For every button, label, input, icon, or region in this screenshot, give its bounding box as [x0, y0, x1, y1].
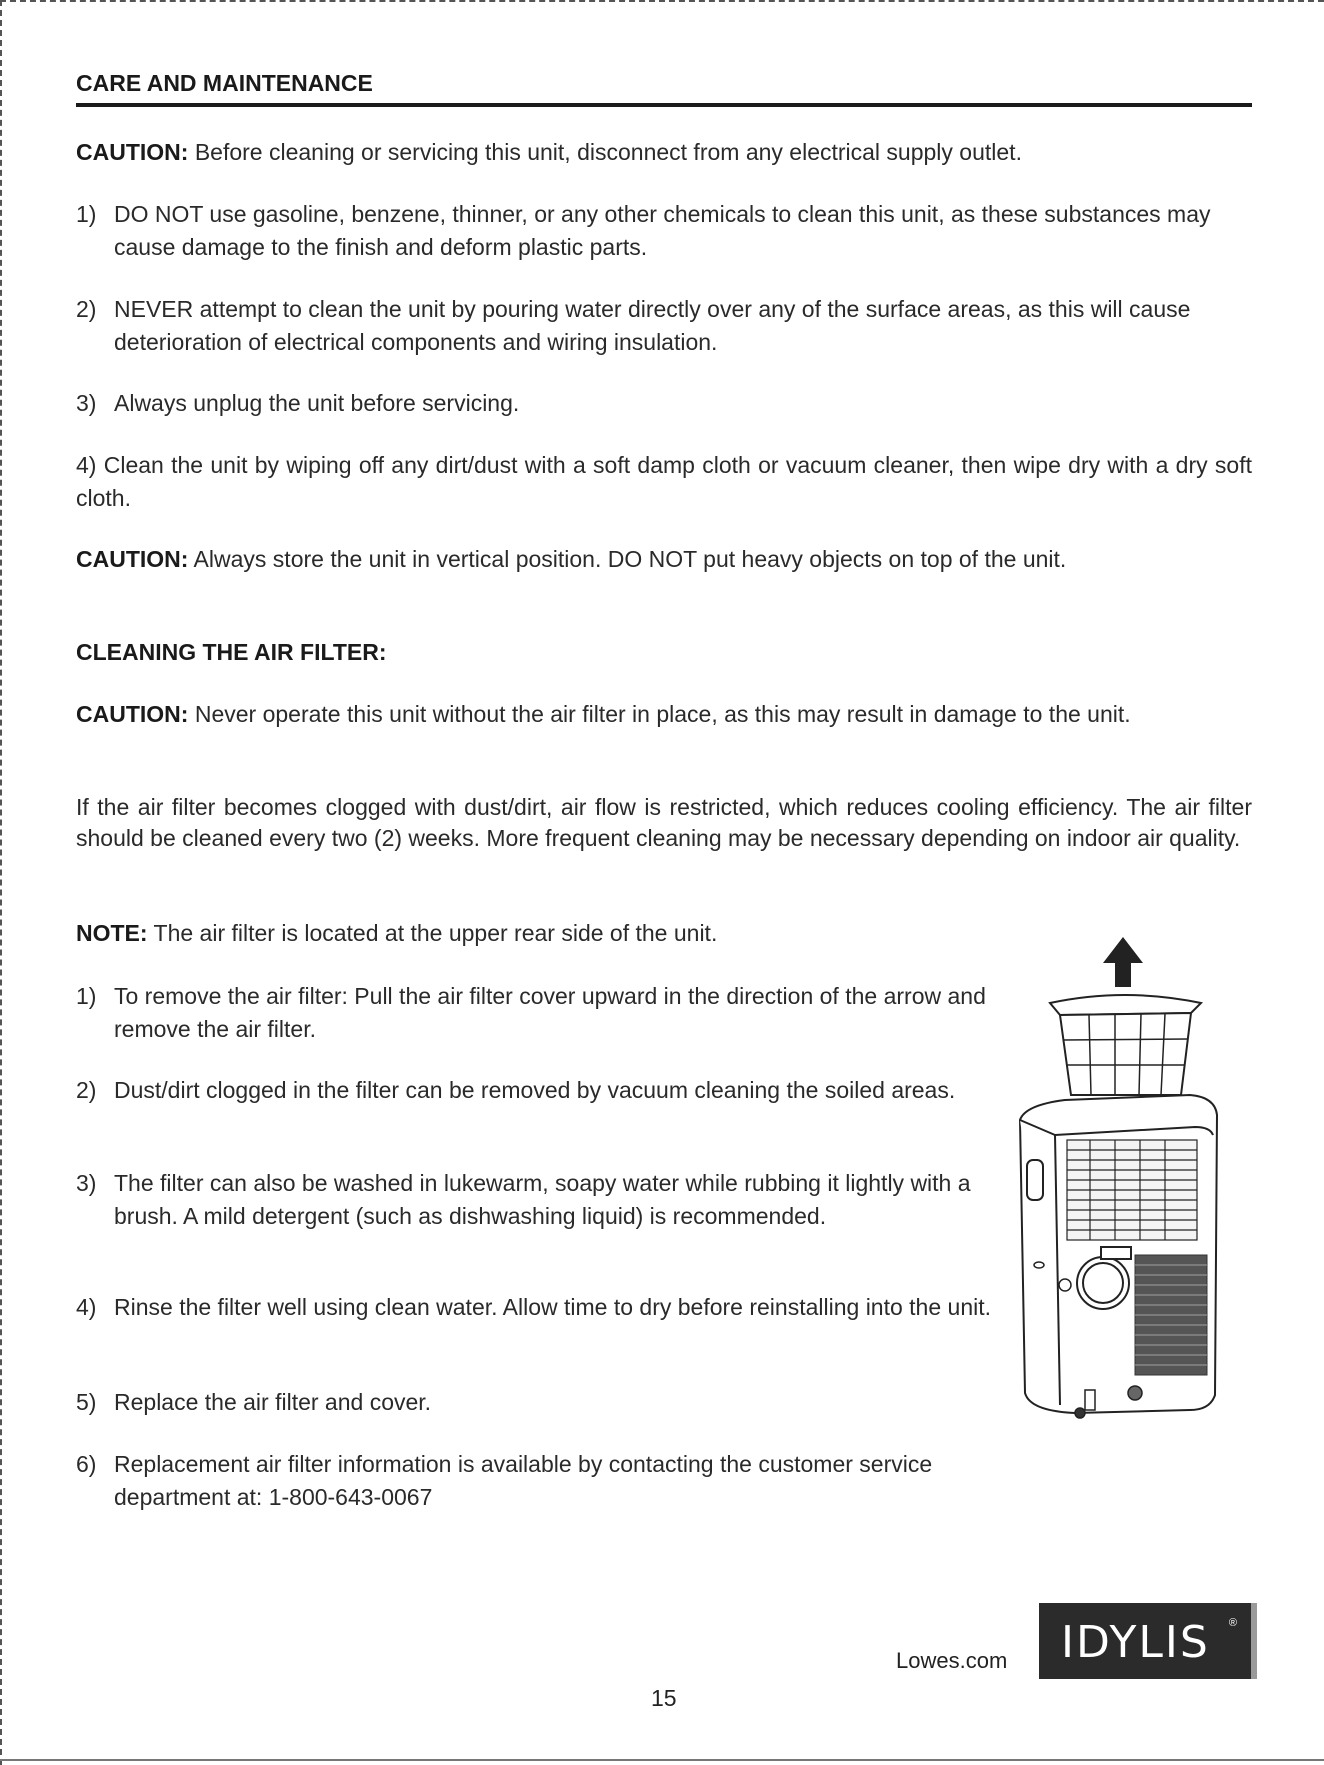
- caution-label: CAUTION:: [76, 546, 189, 572]
- website-link: Lowes.com: [896, 1648, 1008, 1673]
- list-number: 5): [76, 1389, 97, 1415]
- list-text: The filter can also be washed in lukewarm, soapy water while rubbing it lightly with a brush. A mild detergent (such as dishwashing liquid) is recommended.: [114, 1170, 971, 1229]
- caution-text: Always store the unit in vertical position. DO NOT put heavy objects on top of the unit.: [188, 546, 1067, 572]
- list-number: 2): [76, 296, 97, 322]
- section-header: [76, 70, 1252, 107]
- caution-storage: [76, 543, 1252, 576]
- registered-mark: ®: [1228, 1617, 1237, 1629]
- caution-label: CAUTION:: [76, 701, 189, 727]
- list-item: [76, 198, 1252, 264]
- list-number: 1): [76, 201, 97, 227]
- caution-text: Never operate this unit without the air filter in place, as this may result in damage to the unit.: [188, 701, 1131, 727]
- list-number: 2): [76, 1077, 97, 1103]
- list-item: [76, 980, 986, 1046]
- brand-name: IDYLIS: [1061, 1617, 1210, 1668]
- list-number: 3): [76, 1170, 97, 1196]
- air-conditioner-filter-illustration: [1005, 935, 1235, 1420]
- caution-disconnect: [76, 136, 1252, 169]
- section-title-filter: [76, 636, 1252, 669]
- list-text: Replace the air filter and cover.: [114, 1389, 432, 1415]
- filter-paragraph: If the air filter becomes clogged with dust/dirt, air flow is restricted, which reduces cooling efficiency. The air filter should be cleaned every two (2) weeks. More frequent cleaning may be necessary depending on indoor air quality.: [76, 794, 1252, 851]
- list-item: [76, 1074, 986, 1107]
- arrow-up-icon: [1103, 937, 1143, 987]
- list-item: [76, 1386, 986, 1419]
- list-item: [76, 293, 1252, 359]
- dashed-border-left: [0, 0, 2, 1765]
- list-number: 3): [76, 390, 97, 416]
- caution-filter: [76, 698, 1252, 731]
- rear-grille: [1067, 1140, 1197, 1240]
- brand-logo: [1039, 1603, 1251, 1679]
- list-item-clean: 4) Clean the unit by wiping off any dirt/dust with a soft damp cloth or vacuum cleaner, then wipe dry with a dry soft cloth.: [76, 452, 1252, 511]
- caution-text: Before cleaning or servicing this unit, disconnect from any electrical supply outlet.: [188, 139, 1022, 165]
- list-text: Replacement air filter information is available by contacting the customer service department at: 1-800-643-0067: [114, 1451, 933, 1510]
- note-text: The air filter is located at the upper rear side of the unit.: [147, 920, 718, 946]
- list-text: Dust/dirt clogged in the filter can be removed by vacuum cleaning the soiled areas.: [114, 1077, 956, 1103]
- caution-label: CAUTION:: [76, 139, 189, 165]
- list-item: [76, 1167, 986, 1233]
- note-label: NOTE:: [76, 920, 148, 946]
- list-text: To remove the air filter: Pull the air filter cover upward in the direction of the arrow and remove the air filter.: [114, 983, 986, 1042]
- section-divider: [76, 103, 1252, 107]
- page-number: 15: [651, 1685, 677, 1711]
- list-text: NEVER attempt to clean the unit by pouring water directly over any of the surface areas, as this will cause deterioration of electrical components and wiring insulation.: [114, 296, 1191, 355]
- section-title-care: CARE AND MAINTENANCE: [76, 70, 373, 96]
- list-number: 6): [76, 1451, 97, 1477]
- list-item: [76, 387, 1252, 420]
- list-text: DO NOT use gasoline, benzene, thinner, or any other chemicals to clean this unit, as these substances may cause damage to the finish and deform plastic parts.: [114, 201, 1211, 260]
- dashed-border-top: [0, 0, 1324, 2]
- list-item: [76, 1291, 996, 1324]
- section-title-text: CLEANING THE AIR FILTER:: [76, 639, 387, 665]
- filter-cover: [1050, 995, 1201, 1095]
- list-number: 4): [76, 1294, 97, 1320]
- list-item: [76, 1448, 986, 1514]
- bottom-edge-line: [0, 1759, 1324, 1761]
- list-text: Rinse the filter well using clean water. Allow time to dry before reinstalling into the unit.: [114, 1294, 991, 1320]
- list-text: Always unplug the unit before servicing.: [114, 390, 520, 416]
- list-number: 1): [76, 983, 97, 1009]
